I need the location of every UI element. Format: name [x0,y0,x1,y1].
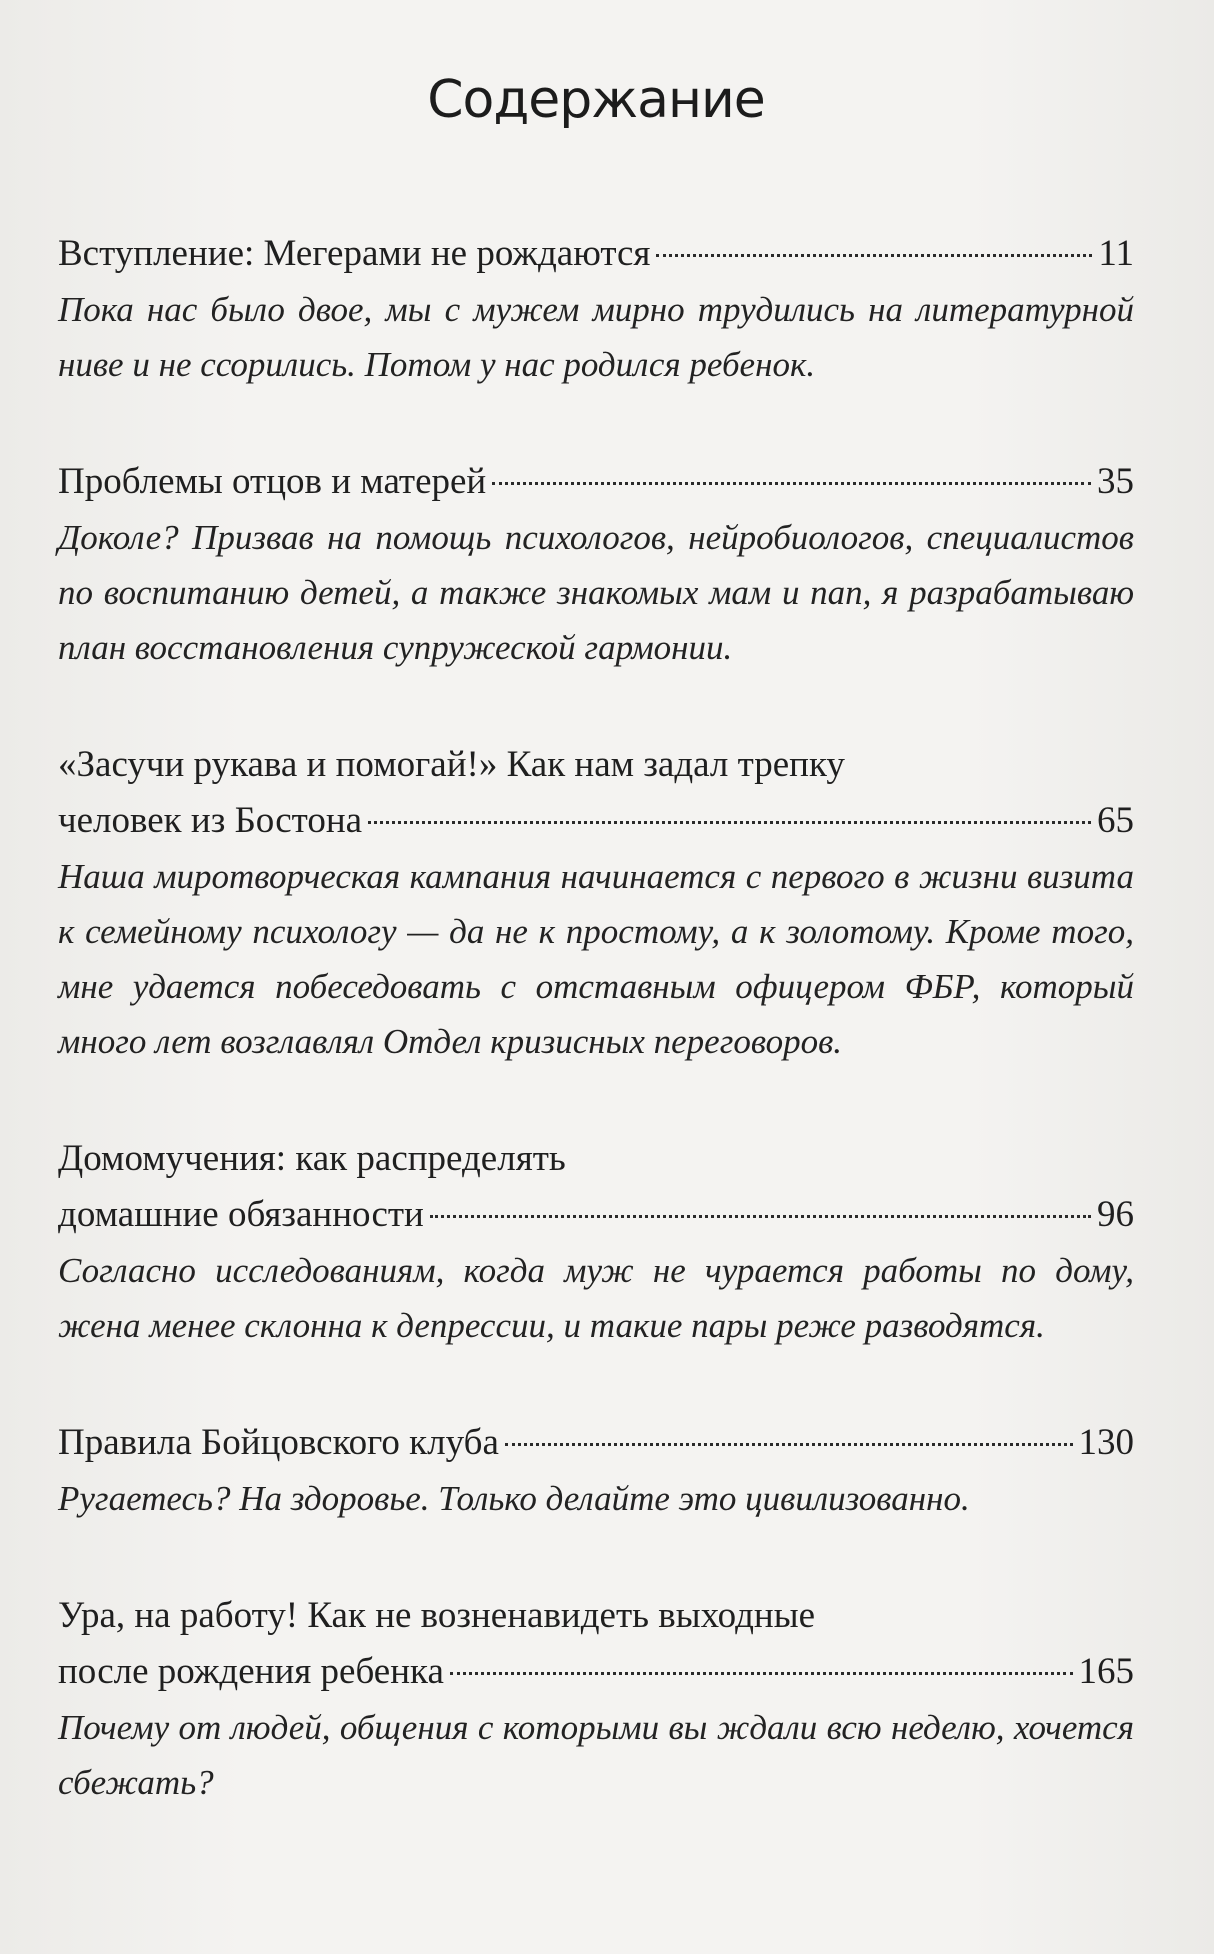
toc-entry [58,737,1134,1069]
toc-title-line [58,1644,1134,1700]
toc-title-line [58,226,1134,282]
chapter-title-line1: «Засучи рукава и помогай!» Как нам задал трепку [58,744,845,785]
page-number: 65 [1097,800,1134,841]
chapter-title-line1: Домомучения: как распределять [58,1138,566,1179]
chapter-summary: Ругаетесь? На здоровье. Только делайте это цивилизованно. [58,1479,970,1518]
chapter-title: Вступление: Мегерами не рождаются [58,233,651,274]
dot-leader [505,1443,1073,1446]
toc-title-line [58,1187,1134,1243]
toc-entry [58,1415,1134,1526]
page-number: 11 [1098,233,1134,274]
chapter-title-line1: Ура, на работу! Как не возненавидеть выходные [58,1595,816,1636]
page-number: 130 [1078,1422,1134,1463]
page-number: 96 [1097,1194,1134,1235]
toc-entry [58,1588,1134,1810]
chapter-summary: Пока нас было двое, мы с мужем мирно трудились на литературной ниве и не ссорились. Потом у нас родился ребенок. [58,290,1134,384]
dot-leader [656,254,1092,257]
chapter-summary: Согласно исследованиям, когда муж не чурается работы по дому, жена менее склонна к депрессии, и такие пары реже разводятся. [58,1251,1134,1345]
chapter-summary: Почему от людей, общения с которыми вы ждали всю неделю, хочется сбежать? [58,1708,1134,1802]
page-number: 35 [1097,461,1134,502]
page-title: Содержание [427,70,765,130]
chapter-title-line2: после рождения ребенка [58,1651,444,1692]
toc-title-line [58,1415,1134,1471]
dot-leader [450,1672,1073,1675]
toc-entry [58,454,1134,675]
toc-entry [58,226,1134,392]
chapter-title-line2: человек из Бостона [58,800,363,841]
dot-leader [492,482,1091,485]
dot-leader [430,1215,1091,1218]
chapter-title-line2: домашние обязанности [58,1194,424,1235]
chapter-summary: Доколе? Призвав на помощь психологов, нейробиологов, специалистов по воспитанию детей, а также знакомых мам и пап, я разрабатываю план восстановления супружеской гармонии. [58,518,1134,667]
chapter-title: Проблемы отцов и матерей [58,461,487,502]
page-number: 165 [1078,1651,1134,1692]
toc-title-line [58,454,1134,510]
chapter-title: Правила Бойцовского клуба [58,1422,499,1463]
dot-leader [368,821,1091,824]
toc-title-line [58,793,1134,849]
toc-entry [58,1131,1134,1353]
chapter-summary: Наша миротворческая кампания начинается с первого в жизни визита к семейному психологу — да не к простому, а к золотому. Кроме того, мне удается побеседовать с отставным офицером ФБР, который много лет возглавлял Отдел кризисных переговоров. [58,857,1134,1061]
